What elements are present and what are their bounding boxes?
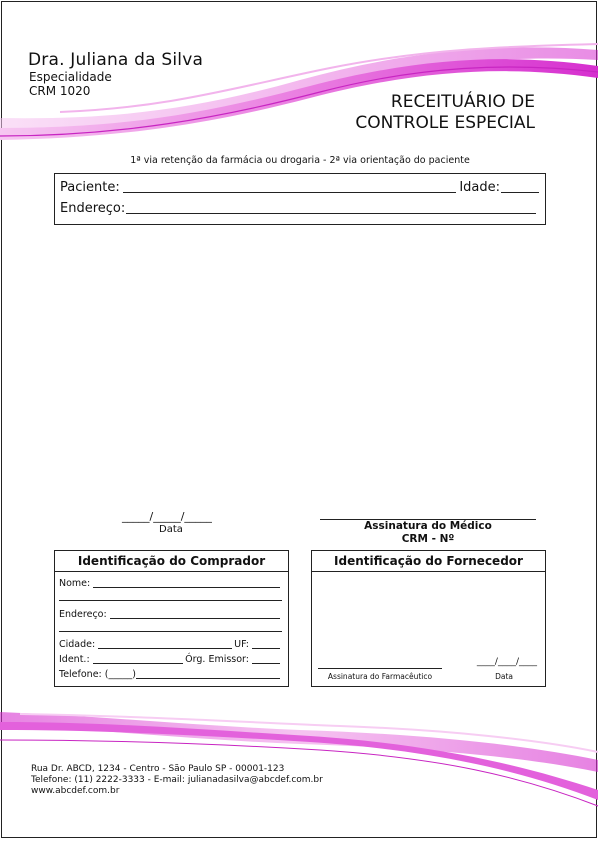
doctor-specialty: Especialidade — [29, 70, 112, 84]
buyer-phone-field[interactable] — [136, 667, 280, 679]
footer-address: Rua Dr. ABCD, 1234 - Centro - São Paulo SP - 00001-123 — [31, 764, 285, 774]
buyer-section — [54, 550, 289, 687]
buyer-ident-row — [59, 652, 282, 665]
doctor-crm: CRM 1020 — [29, 84, 91, 98]
age-label: Idade: — [459, 180, 500, 195]
buyer-city-row — [59, 637, 282, 650]
buyer-phone-row — [59, 667, 282, 680]
buyer-ident-label: Ident.: — [59, 654, 90, 665]
address-field[interactable] — [126, 199, 536, 214]
pharmacist-signature-label: Assinatura do Farmacêutico — [327, 672, 433, 681]
document-title — [355, 92, 535, 134]
footer-website: www.abcdef.com.br — [31, 786, 120, 796]
buyer-address-row — [59, 607, 282, 620]
buyer-issuer-field[interactable] — [252, 652, 280, 664]
buyer-phone-label: Telefone: (_____) — [59, 669, 136, 680]
buyer-name-label: Nome: — [59, 578, 91, 589]
buyer-address-label: Endereço: — [59, 609, 107, 620]
copy-instructions: 1ª via retenção da farmácia ou drogaria - 2ª via orientação do paciente — [130, 155, 470, 166]
buyer-uf-label: UF: — [234, 639, 249, 650]
patient-field[interactable] — [123, 178, 457, 193]
supplier-title: Identificação do Fornecedor — [312, 551, 545, 572]
supplier-date-label: Data — [495, 672, 513, 681]
patient-section — [54, 173, 546, 225]
prescription-date-label: Data — [159, 524, 183, 535]
address-label: Endereço: — [60, 201, 126, 216]
patient-row — [60, 178, 539, 195]
buyer-issuer-label: Órg. Emissor: — [185, 654, 249, 665]
document-title-line-2: CONTROLE ESPECIAL — [355, 113, 535, 133]
document-title-line-1: RECEITUÁRIO DE — [390, 92, 535, 112]
age-field[interactable] — [501, 178, 539, 193]
address-row — [60, 199, 539, 216]
doctor-crm-label: CRM - Nº — [401, 533, 455, 545]
buyer-address-extra-line[interactable] — [59, 631, 282, 632]
buyer-name-extra-line[interactable] — [59, 600, 282, 601]
buyer-city-field[interactable] — [98, 637, 232, 649]
buyer-title: Identificação do Comprador — [55, 551, 288, 572]
patient-label: Paciente: — [60, 180, 120, 195]
doctor-signature-label: Assinatura do Médico — [364, 520, 492, 532]
buyer-name-row — [59, 576, 282, 589]
supplier-date-field[interactable]: ____/____/____ — [476, 657, 537, 667]
prescription-date-field[interactable]: _____/_____/_____ — [122, 510, 212, 523]
buyer-name-field[interactable] — [93, 576, 280, 588]
buyer-ident-field[interactable] — [93, 652, 184, 664]
doctor-signature-caption — [320, 520, 536, 546]
buyer-address-field[interactable] — [110, 607, 280, 619]
supplier-section — [311, 550, 546, 687]
footer-contact — [31, 764, 323, 797]
doctor-name: Dra. Juliana da Silva — [28, 50, 204, 70]
pharmacist-signature-line[interactable] — [318, 668, 442, 669]
footer-phone-email: Telefone: (11) 2222-3333 - E-mail: julianadasilva@abcdef.com.br — [31, 775, 323, 785]
buyer-uf-field[interactable] — [252, 637, 280, 649]
buyer-city-label: Cidade: — [59, 639, 96, 650]
